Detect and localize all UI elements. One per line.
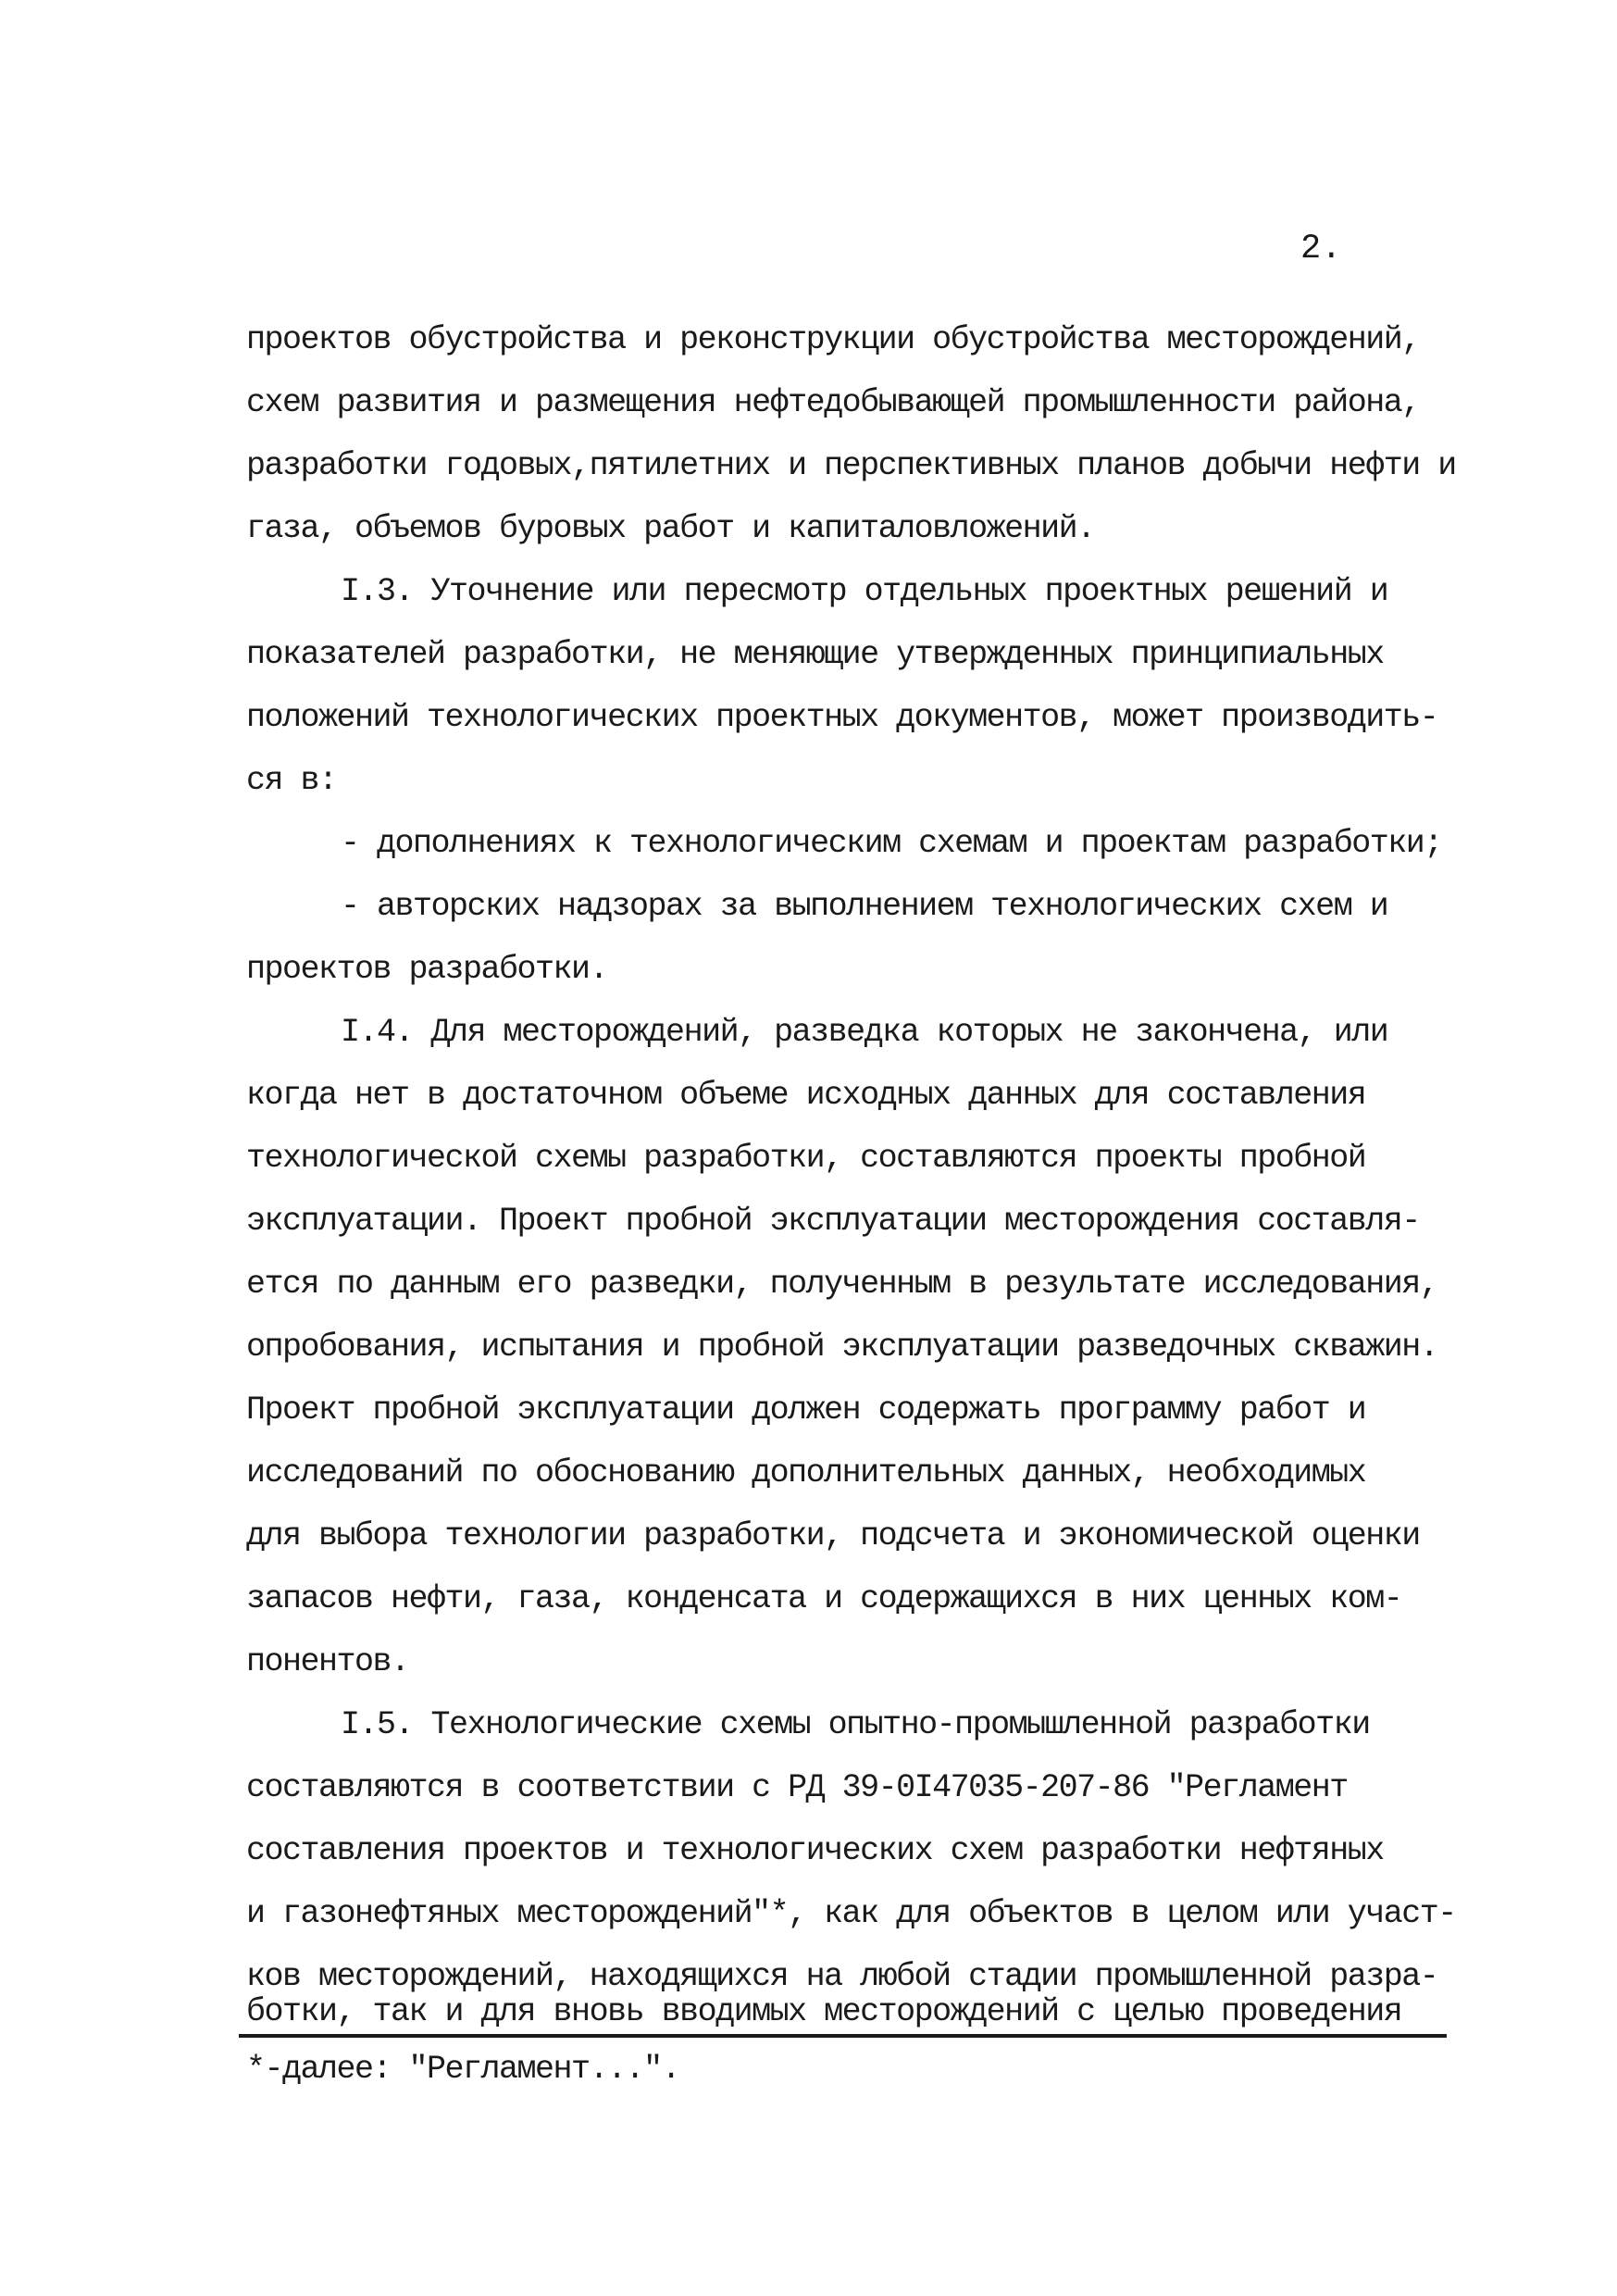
text-line: I.3. Уточнение или пересмотр отдельных проектных решений и [341, 573, 1388, 610]
text-line: I.5. Технологические схемы опытно-промышленной разработки [341, 1706, 1370, 1743]
text-line: составления проектов и технологических схем разработки нефтяных [246, 1832, 1384, 1869]
text-line: показателей разработки, не меняющие утвержденных принципиальных [246, 636, 1384, 673]
text-line: проектов разработки. [246, 951, 608, 988]
text-line: и газонефтяных месторождений"*, как для объектов в целом или участ- [246, 1895, 1456, 1932]
text-line: запасов нефти, газа, конденсата и содержащихся в них ценных ком- [246, 1580, 1402, 1617]
text-line: когда нет в достаточном объеме исходных данных для составления [246, 1077, 1366, 1114]
text-line: разработки годовых,пятилетних и перспективных планов добычи нефти и [246, 447, 1456, 484]
text-line: схем развития и размещения нефтедобывающей промышленности района, [246, 384, 1420, 421]
text-line: ков месторождений, находящихся на любой стадии промышленной разра- [246, 1958, 1438, 1995]
text-line: I.4. Для месторождений, разведка которых не закончена, или [341, 1014, 1388, 1051]
text-line: положений технологических проектных документов, может производить- [246, 699, 1438, 736]
text-line: опробования, испытания и пробной эксплуатации разведочных скважин. [246, 1329, 1438, 1366]
footnote-rule [239, 2034, 1447, 2038]
text-line: ботки, так и для вновь вводимых месторождений с целью проведения [246, 1993, 1402, 2030]
text-line: для выбора технологии разработки, подсчета и экономической оценки [246, 1517, 1420, 1554]
text-line: эксплуатации. Проект пробной эксплуатации месторождения составля- [246, 1203, 1420, 1240]
text-line: ется по данным его разведки, полученным в результате исследования, [246, 1266, 1438, 1303]
text-line: исследований по обоснованию дополнительных данных, необходимых [246, 1454, 1366, 1491]
text-line: технологической схемы разработки, составляются проекты пробной [246, 1140, 1366, 1177]
text-line: понентов. [246, 1643, 409, 1680]
text-line: проектов обустройства и реконструкции обустройства месторождений, [246, 321, 1420, 358]
text-line: газа, объемов буровых работ и капиталовложений. [246, 510, 1095, 547]
footnote: *-далее: "Регламент...". [246, 2051, 680, 2088]
text-line: - дополнениях к технологическим схемам и проектам разработки; [341, 825, 1442, 862]
text-line: составляются в соответствии с РД 39-0I47035-207-86 "Регламент [246, 1769, 1348, 1806]
text-line: - авторских надзорах за выполнением технологических схем и [341, 888, 1388, 925]
text-line: ся в: [246, 762, 337, 799]
page-number: 2. [1300, 230, 1342, 268]
text-line: Проект пробной эксплуатации должен содержать программу работ и [246, 1391, 1366, 1429]
